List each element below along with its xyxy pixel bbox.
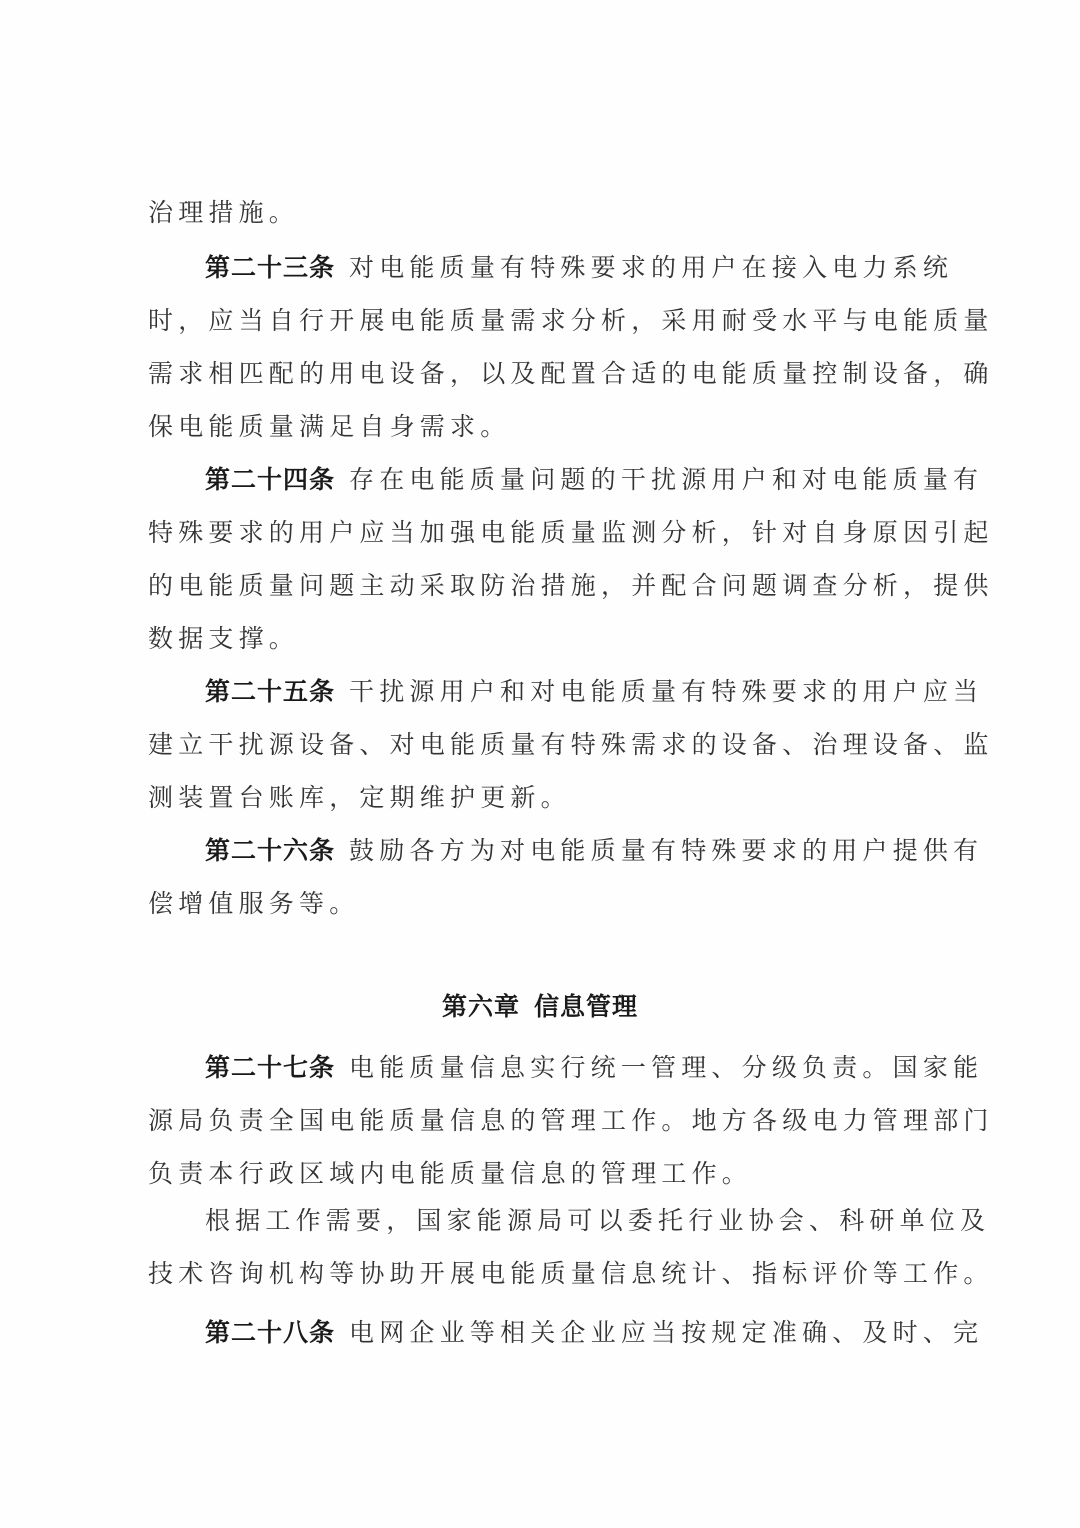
text-line <box>148 566 994 606</box>
article-25-line <box>205 672 984 712</box>
text-line <box>148 884 932 924</box>
text-line <box>148 193 932 233</box>
article-number: 第二十六条 <box>205 836 336 865</box>
paragraph-text: 建立干扰源设备、对电能质量有特殊需求的设备、治理设备、监 <box>148 730 994 759</box>
text-line <box>148 619 932 659</box>
paragraph-text: 鼓励各方为对电能质量有特殊要求的用户提供有 <box>349 836 984 865</box>
article-number: 第二十八条 <box>205 1318 336 1347</box>
paragraph-text: 电能质量信息实行统一管理、分级负责。国家能 <box>349 1053 984 1082</box>
paragraph-text: 技术咨询机构等协助开展电能质量信息统计、指标评价等工作。 <box>148 1259 994 1288</box>
paragraph-text: 电网企业等相关企业应当按规定准确、及时、完 <box>349 1318 984 1347</box>
article-number: 第二十七条 <box>205 1053 336 1082</box>
text-line <box>148 301 994 341</box>
paragraph-text: 源局负责全国电能质量信息的管理工作。地方各级电力管理部门 <box>148 1106 994 1135</box>
article-number: 第二十三条 <box>205 253 336 282</box>
paragraph-text: 治理措施。 <box>148 198 300 227</box>
paragraph-text: 偿增值服务等。 <box>148 889 360 918</box>
paragraph-text: 时，应当自行开展电能质量需求分析，采用耐受水平与电能质量 <box>148 306 994 335</box>
paragraph-text: 数据支撑。 <box>148 624 300 653</box>
paragraph-text: 根据工作需要，国家能源局可以委托行业协会、科研单位及 <box>205 1206 991 1235</box>
article-26-line <box>205 831 984 871</box>
paragraph-text: 干扰源用户和对电能质量有特殊要求的用户应当 <box>349 677 984 706</box>
article-28-line <box>205 1313 984 1353</box>
paragraph-text: 特殊要求的用户应当加强电能质量监测分析，针对自身原因引起 <box>148 518 994 547</box>
article-23-line <box>205 248 954 288</box>
article-number: 第二十四条 <box>205 465 336 494</box>
text-line <box>148 725 994 765</box>
text-line <box>148 778 932 818</box>
paragraph-text: 对电能质量有特殊要求的用户在接入电力系统 <box>349 253 954 282</box>
text-line <box>148 354 994 394</box>
paragraph-text: 测装置台账库，定期维护更新。 <box>148 783 571 812</box>
paragraph-text: 的电能质量问题主动采取防治措施，并配合问题调查分析，提供 <box>148 571 994 600</box>
text-line <box>148 513 994 553</box>
paragraph-text: 需求相匹配的用电设备，以及配置合适的电能质量控制设备，确 <box>148 359 994 388</box>
paragraph-text: 负责本行政区域内电能质量信息的管理工作。 <box>148 1159 753 1188</box>
chapter-number: 第六章 <box>441 992 520 1021</box>
text-line <box>148 1254 994 1294</box>
article-27-line <box>205 1048 984 1088</box>
text-line <box>148 1154 932 1194</box>
chapter-heading <box>0 987 1080 1027</box>
paragraph-text: 存在电能质量问题的干扰源用户和对电能质量有 <box>349 465 984 494</box>
text-line <box>148 1101 994 1141</box>
text-line <box>205 1201 991 1241</box>
paragraph-text: 保电能质量满足自身需求。 <box>148 412 511 441</box>
chapter-title: 信息管理 <box>534 992 639 1021</box>
text-line <box>148 407 932 447</box>
article-24-line <box>205 460 984 500</box>
article-number: 第二十五条 <box>205 677 336 706</box>
